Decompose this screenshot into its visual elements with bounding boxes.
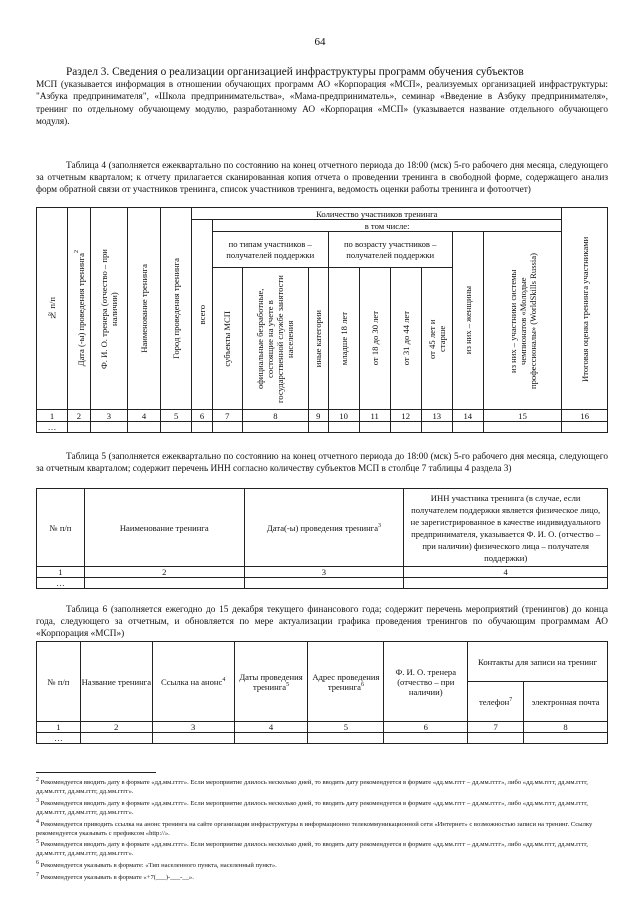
t6-col-link: Ссылка на анонс$^4$ [152,642,234,722]
table-4-caption: Таблица 4 (заполняется ежеквартально по состоянию на конец отчетного периода до 18:00 (мск) 5-го рабочего дня месяца, следующего за отчетным кварталом; к отчету прилагается сканированная копия отчета о проведении тренинга в свободной форме, содержащего анализ форм обратной связи от участников тренинга, список участников тренинга, ведомость оценки работы тренинга и фотоотчет) [36,161,608,195]
t4-col-age2: от 18 до 30 лет [359,268,390,410]
footnotes [36,776,608,883]
t4-col-other: иные категории [309,268,329,410]
t6-col-trainer: Ф. И. О. тренера (отчество – при наличии) [384,642,468,722]
t5-col-date: Дата(-ы) проведения тренинга$^3$ [244,489,404,567]
t4-col-age3: от 31 до 44 лет [390,268,421,410]
t5-number-row: 1 2 3 4 [37,567,608,578]
t4-col-age1: младше 18 лет [328,268,359,410]
t4-col-name: Наименование тренинга [128,208,161,410]
footnote-7: $^7$ Рекомендуется указывать в формате «+7(___)-___-__». [36,872,194,882]
footnote-6: $^6$ Рекомендуется указывать в формате: «Тип населенного пункта, населенный пункт». [36,860,277,870]
t4-group-count: Количество участников тренинга [192,208,562,220]
t6-ellipsis-row: … [37,733,608,744]
t5-col-inn: ИНН участника тренинга (в случае, если получателем поддержки является физическое лицо, не зарегистрированное в качестве индивидуального предпринимателя, указывается Ф. И. О. (отчество – при наличии) физического лица – получателя поддержки) [404,489,608,567]
t4-col-city: Город проведения тренинга [161,208,192,410]
section-3-heading: Раздел 3. Сведения о реализации организацией инфраструктуры программ обучения субъектов [66,66,524,78]
table-6 [36,641,608,744]
t4-col-msp: субъекты МСП [212,268,242,410]
footnote-divider [36,772,156,773]
table-4 [36,207,608,433]
t4-col-unemployed: официальные безработные, состоящие на учете в государственной службе занятости населения [242,268,308,410]
t4-col-trainer: Ф. И. О. тренера (отчество – при наличии) [90,208,127,410]
t6-number-row: 1 2 3 4 5 6 7 8 [37,722,608,733]
t5-ellipsis-row: … [37,578,608,589]
t4-group-age: по возрасту участников – получателей поддержки [328,232,452,268]
t4-number-row: 1 2 3 4 5 6 7 8 9 10 11 12 13 14 15 16 [37,410,608,422]
t4-ellipsis-row: … [37,422,608,433]
t4-col-num: № п/п [37,208,68,410]
section-3-intro [36,66,608,129]
t4-group-type: по типам участников – получателей поддержки [212,232,328,268]
t6-group-contacts: Контакты для записи на тренинг [468,642,608,682]
table-5 [36,488,608,589]
t4-col-worldskills: из них – участники системы чемпионатов «Молодые профессионалы» (WorldSkills Russia) [483,232,562,410]
t4-col-date: Дата (-ы) проведения тренинга$^2$ [68,208,91,410]
t5-col-num: № п/п [37,489,85,567]
t4-col-age4: от 45 лет и старше [421,268,452,410]
t6-col-name: Название тренинга [80,642,152,722]
footnote-3: $^3$ Рекомендуется вводить дату в формате «дд.мм.гггг». Если мероприятие длилось несколько дней, то вводить дату рекомендуется в формате «дд.мм.гггг – дд.мм.гггг», либо «дд.мм.гггг, дд.мм.гггг, дд.мм.гггг, дд.мм.гггг, дд.мм.гггг». [36,797,588,816]
t6-col-num: № п/п [37,642,81,722]
table-5-caption: Таблица 5 (заполняется ежеквартально по состоянию на конец отчетного периода до 18:00 (мск) 5-го рабочего дня месяца, следующего за отчетным кварталом; содержит перечень ИНН согласно количеству субъектов МСП в столбце 7 таблицы 4 раздела 3) [36,452,608,474]
table-6-caption: Таблица 6 (заполняется ежегодно до 15 декабря текущего финансового года; содержит перечень мероприятий (тренингов) до конца года, следующего за отчетным, и обновляется по мере актуализации графика проведения тренингов по обучающим программам АО «Корпорация «МСП») [36,605,608,639]
page-number: 64 [314,36,326,48]
t4-group-including: в том числе: [212,220,562,232]
t6-col-dates: Даты проведения тренинга$^5$ [234,642,308,722]
footnote-4: $^4$ Рекомендуется приводить ссылка на анонс тренинга на сайте организации инфраструктуры в информационно телекоммуникационной сети «Интернет» с возможностью записи на тренинг. Ссылку рекомендуется указывать с префиксом «http://». [36,818,593,837]
footnote-2: $^2$ Рекомендуется вводить дату в формате «дд.мм.гггг». Если мероприятие длилось несколько дней, то вводить дату рекомендуется в формате «дд.мм.гггг – дд.мм.гггг», либо «дд.мм.гггг, дд.мм.гггг, дд.мм.гггг, дд.мм.гггг, дд.мм.гггг». [36,777,588,795]
t5-col-name: Наименование тренинга [84,489,244,567]
t4-col-score: Итоговая оценка тренинга участниками [562,208,608,410]
t6-col-email: электронная почта [524,682,608,722]
t4-col-total: всего [192,220,213,410]
section-3-body: МСП (указывается информация в отношении обучающих программ АО «Корпорация «МСП», реализуемых организацией инфраструктуры: "Азбука предпринимателя", «Школа предпринимательства», «Мама-предприниматель», семинар «Введение в Азбуку предпринимателя», тренинг по отдельному обучающему модулю, разработанному АО «Корпорация «МСП» (указывается название отдельного обучающего модуля). [36,79,608,127]
t6-col-phone: телефон$^7$ [468,682,524,722]
footnote-5: $^5$ Рекомендуется вводить дату в формате «дд.мм.гггг». Если мероприятие длилось несколько дней, то вводить дату рекомендуется в формате «дд.мм.гггг – дд.мм.гггг», либо «дд.мм.гггг, дд.мм.гггг, дд.мм.гггг, дд.мм.гггг, дд.мм.гггг». [36,839,588,858]
t6-col-address: Адрес проведения тренинга$^6$ [308,642,384,722]
t4-col-women: из них – женщины [452,232,483,410]
